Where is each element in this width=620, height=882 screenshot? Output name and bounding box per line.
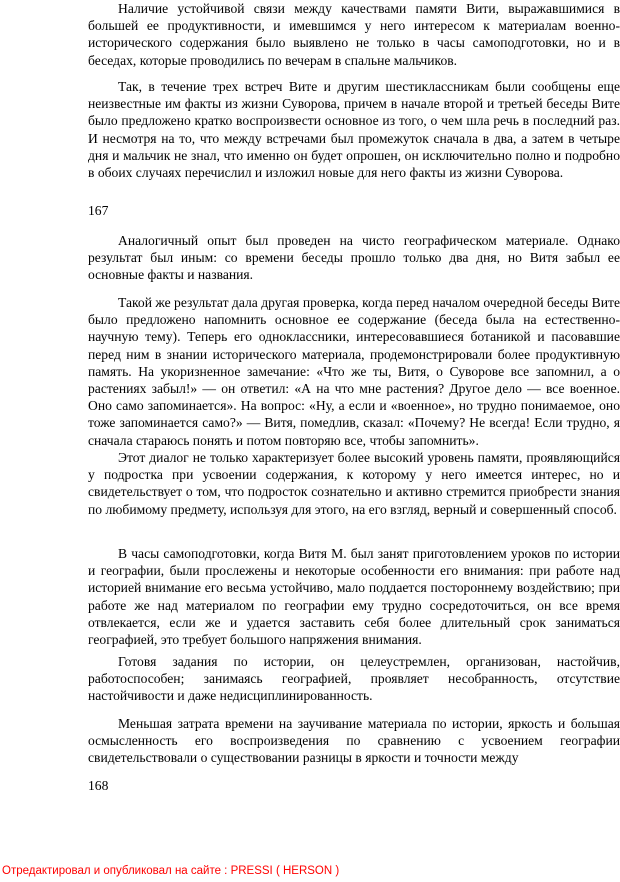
paragraph-dialog-characterizes: Этот диалог не только характеризует более высокий уровень памяти, проявляющийся у подростка при усвоении содержания, к которому у него имеется интерес, но и свидетельствует о том, что подросток сознательно и активно стремится приобрести знания по любимому предмету, используя для этого, на его взгляд, верный и совершенный способ. [88, 450, 620, 517]
paragraph-another-check: Такой же результат дала другая проверка, когда перед началом очередной беседы Вите было предложено напомнить основное ее содержание (беседа была на естественно-научную тему). Теперь его одноклассники, интересовавшиеся ботаникой и пасовавшие перед ним в знании исторического материала, продемонстрировали более продуктивную память. На укоризненное замечание: «Что же ты, Витя, о Суворове все запомнил, а о растениях забыл!» — он ответил: «А на что мне растения? Другое дело — все военное. Оно само запоминается». На вопрос: «Ну, а если и «военное», но трудно понимаемое, оно тоже запоминается само?» — Витя, помедлив, сказал: «Почему? Не всегда! Если трудно, я сначала стараюсь понять и потом повторяю все, чтобы запомнить». [88, 295, 620, 448]
paragraph-memory-interest: Наличие устойчивой связи между качествами памяти Вити, выражавшимися в большей ее продуктивности, и имевшимся у него интересом к материалам военно-исторического содержания было выявлено не только в часы самоподготовки, но и в беседах, которые проводились по вечерам в спальне мальчиков. [88, 1, 620, 68]
footer-credit-link[interactable]: Отредактировал и опубликовал на сайте : PRESSI ( HERSON ) [2, 865, 340, 877]
paragraph-geography-experiment: Аналогичный опыт был проведен на чисто географическом материале. Однако результат был иным: со времени беседы прошло только два дня, но Витя забыл ее основные факты и названия. [88, 233, 620, 283]
paragraph-less-time: Меньшая затрата времени на заучивание материала по истории, яркость и большая осмысленность его воспроизведения по сравнению с усвоением географии свидетельствовали о существовании разницы в яркости и точности между [88, 716, 620, 766]
page-number-167: 167 [88, 203, 109, 218]
paragraph-suvorov-meetings: Так, в течение трех встреч Вите и другим шестиклассникам были сообщены еще неизвестные им факты из жизни Суворова, причем в начале второй и третьей беседы Вите было предложено кратко воспроизвести основное из того, о чем шла речь в последний раз. И несмотря на то, что между встречами был промежуток сначала в два, а затем в четыре дня и мальчик не знал, что именно он будет опрошен, он исключительно полно и подробно в обоих случаях перечислил и изложил новые для него факты из жизни Суворова. [88, 79, 620, 181]
paragraph-history-tasks: Готовя задания по истории, он целеустремлен, организован, настойчив, работоспособен; занимаясь географией, проявляет несобранность, отсутствие настойчивости и даже недисциплинированность. [88, 654, 620, 704]
page-number-168: 168 [88, 778, 109, 793]
paragraph-attention-features: В часы самоподготовки, когда Витя М. был занят приготовлением уроков по истории и географии, были прослежены и некоторые особенности его внимания: при работе над историей внимание его весьма устойчиво, мало поддается постороннему воздействию; при работе же над материалом по географии ему трудно сосредоточиться, он все время отвлекается, если же и удается заставить себя более длительный срок заниматься географией, это требует большого напряжения внимания. [88, 546, 620, 648]
